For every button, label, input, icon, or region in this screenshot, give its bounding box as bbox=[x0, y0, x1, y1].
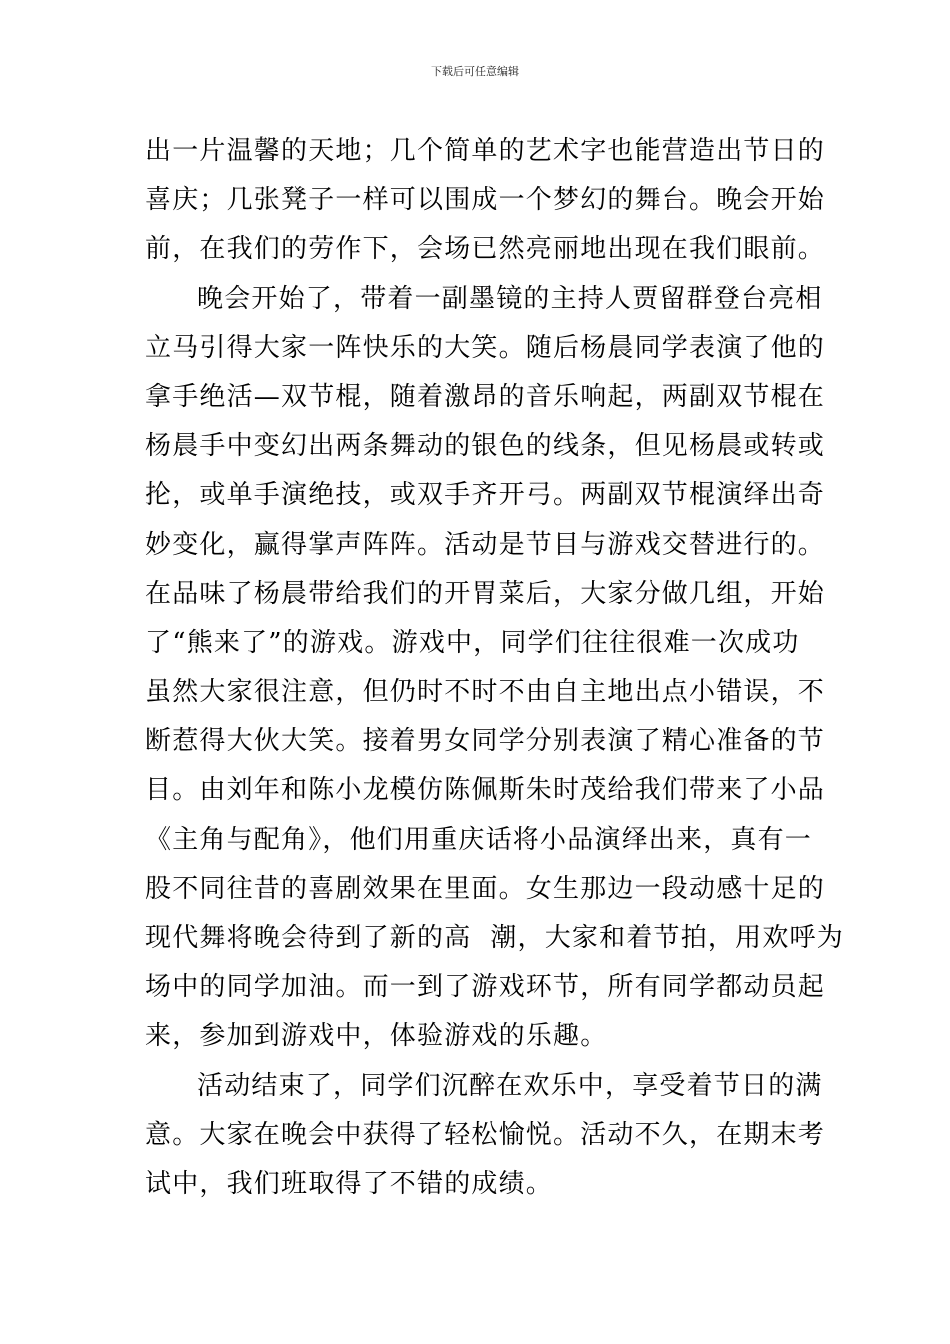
text-line: 了“熊来了”的游戏。游戏中，同学们往往很难一次成功 bbox=[145, 627, 800, 658]
text-line: 来，参加到游戏中，体验游戏的乐趣。 bbox=[145, 1021, 608, 1052]
text-line: 抡，或单手演绝技，或双手齐开弓。两副双节棍演绎出奇 bbox=[145, 480, 826, 511]
text-line: 立马引得大家一阵快乐的大笑。随后杨晨同学表演了他的 bbox=[145, 332, 826, 363]
text-line: 前，在我们的劳作下，会场已然亮丽地出现在我们眼前。 bbox=[145, 234, 826, 265]
text-line: 出一片温馨的天地；几个简单的艺术字也能营造出节日的 bbox=[145, 136, 826, 166]
text-line: 妙变化，赢得掌声阵阵。活动是节目与游戏交替进行的。 bbox=[145, 529, 826, 560]
text-line: 试中，我们班取得了不错的成绩。 bbox=[145, 1168, 554, 1199]
text-line: 目。由刘年和陈小龙模仿陈佩斯朱时茂给我们带来了小品 bbox=[145, 775, 826, 806]
text-line: 虽然大家很注意，但仍时不时不由自主地出点小错误，不 bbox=[145, 677, 826, 708]
text-line: 场中的同学加油。而一到了游戏环节，所有同学都动员起 bbox=[145, 972, 826, 1003]
text-line: 拿手绝活—双节棍，随着激昂的音乐响起，两副双节棍在 bbox=[145, 381, 826, 412]
text-line: 《主角与配角》，他们用重庆话将小品演绎出来，真有一 bbox=[145, 824, 813, 855]
body-text bbox=[145, 127, 844, 1209]
paragraph-start-line: 晚会开始了，带着一副墨镜的主持人贾留群登台亮相 bbox=[197, 283, 823, 314]
page-header: 下载后可任意编辑 bbox=[431, 65, 519, 78]
text-line: 股不同往昔的喜剧效果在里面。女生那边一段动感十足的 bbox=[145, 873, 826, 904]
text-line: 在品味了杨晨带给我们的开胃菜后，大家分做几组，开始 bbox=[145, 578, 826, 609]
text-line: 断惹得大伙大笑。接着男女同学分别表演了精心准备的节 bbox=[145, 726, 826, 757]
text-line: 喜庆；几张凳子一样可以围成一个梦幻的舞台。晚会开始 bbox=[145, 185, 826, 216]
text-line: 杨晨手中变幻出两条舞动的银色的线条，但见杨晨或转或 bbox=[145, 431, 826, 462]
text-line: 意。大家在晚会中获得了轻松愉悦。活动不久，在期末考 bbox=[145, 1119, 826, 1150]
text-line: 现代舞将晚会待到了新的高 潮，大家和着节拍，用欢呼为 bbox=[145, 923, 844, 953]
paragraph-start-line: 活动结束了，同学们沉醉在欢乐中，享受着节日的满 bbox=[197, 1070, 823, 1101]
